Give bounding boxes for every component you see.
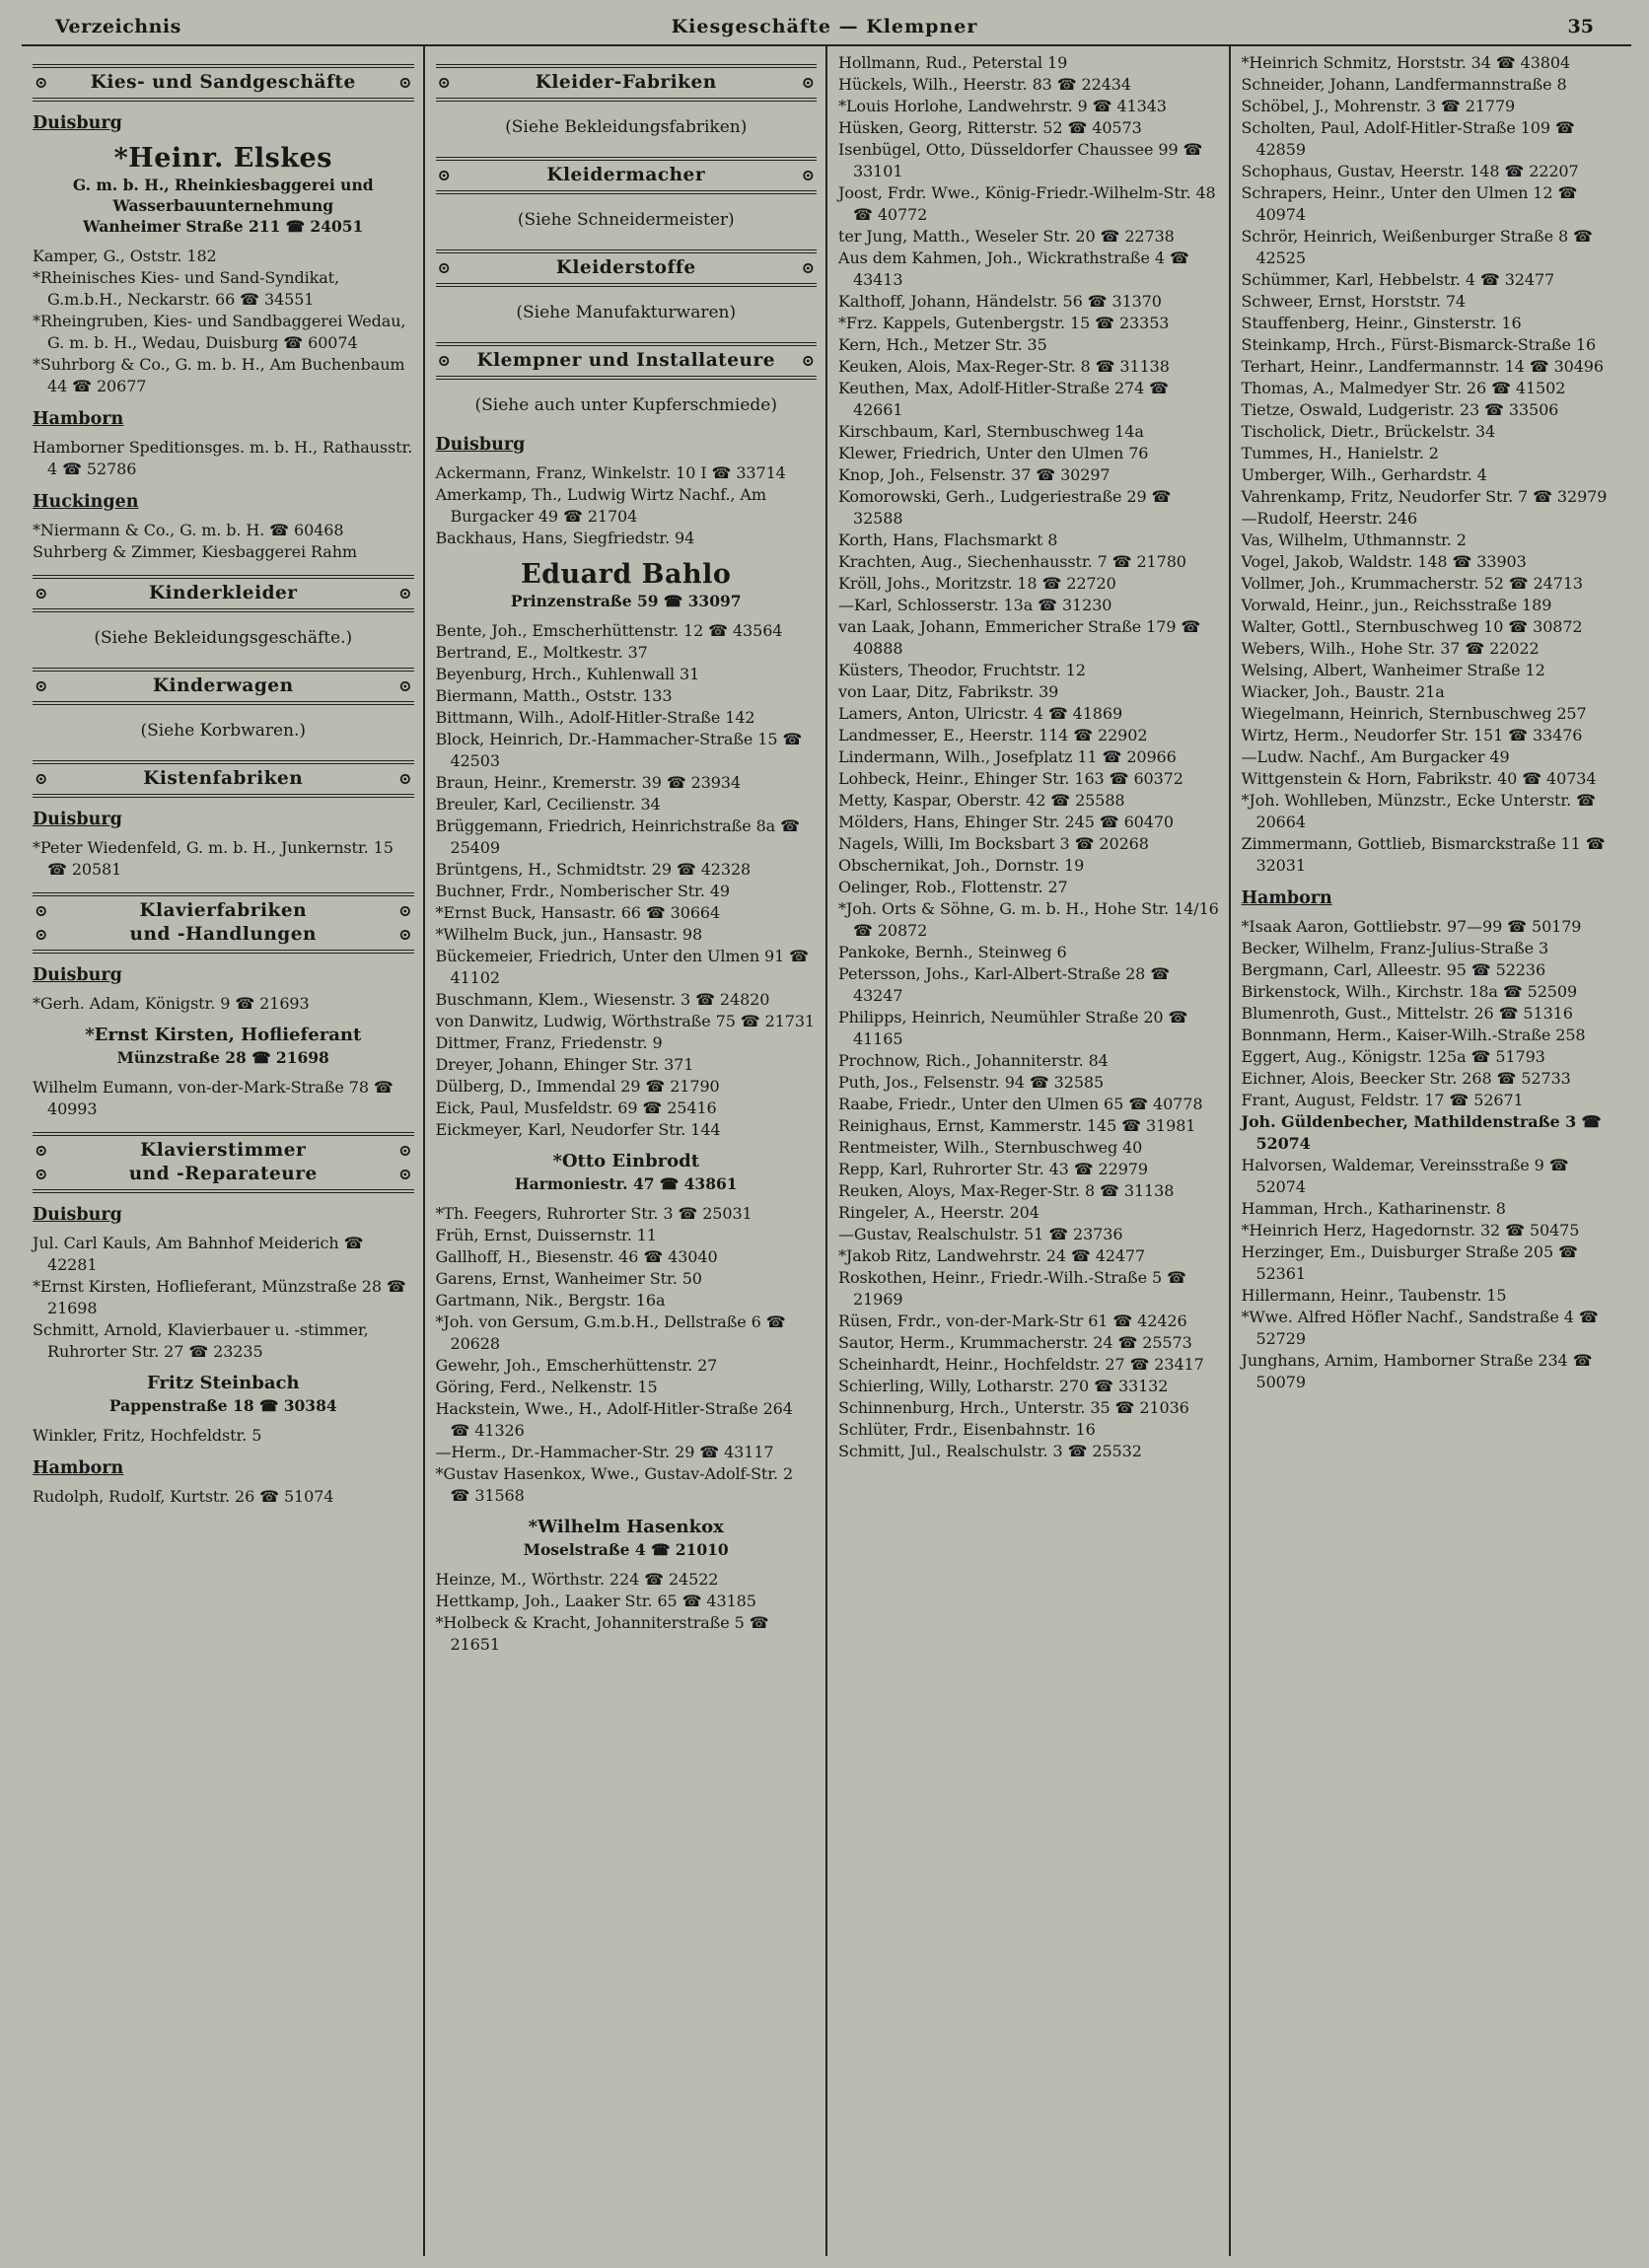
city-heading: Duisburg	[33, 810, 122, 829]
business-detail: Münzstraße 28 ☎ 21698	[116, 1048, 329, 1067]
directory-entry: Küsters, Theodor, Fruchtstr. 12	[838, 661, 1086, 679]
directory-entry: Eick, Paul, Musfeldstr. 69 ☎ 25416	[435, 1099, 717, 1117]
directory-entry: Lindermann, Wilh., Josefplatz 11 ☎ 20966	[838, 747, 1177, 766]
section-title: Kleider-Fabriken	[535, 72, 717, 93]
section-marker-icon: ⊙	[398, 584, 412, 602]
directory-entry: Reinighaus, Ernst, Kammerstr. 145 ☎ 31981	[838, 1116, 1196, 1135]
page-number: 35	[1567, 16, 1594, 37]
directory-entry: Kern, Hch., Metzer Str. 35	[838, 335, 1047, 354]
section-marker-icon: ⊙	[398, 1141, 412, 1160]
section-marker-icon: ⊙	[398, 901, 412, 920]
section-header	[436, 249, 818, 287]
directory-entry: Tischolick, Dietr., Brückelstr. 34	[1241, 422, 1496, 441]
directory-entry: Blumenroth, Gust., Mittelstr. 26 ☎ 51316	[1241, 1004, 1573, 1023]
section-marker-icon: ⊙	[801, 73, 815, 92]
directory-entry: Schophaus, Gustav, Heerstr. 148 ☎ 22207	[1241, 162, 1579, 180]
directory-entry: Webers, Wilh., Hohe Str. 37 ☎ 22022	[1241, 639, 1540, 658]
directory-entry: Bergmann, Carl, Alleestr. 95 ☎ 52236	[1241, 960, 1546, 979]
directory-entry: Tummes, H., Hanielstr. 2	[1241, 444, 1439, 462]
directory-entry: Scheinhardt, Heinr., Hochfeldstr. 27 ☎ 23417	[838, 1355, 1204, 1374]
directory-entry: —Ludw. Nachf., Am Burgacker 49	[1241, 747, 1510, 766]
section-marker-icon: ⊙	[35, 1141, 48, 1160]
see-also-reference: (Siehe Schneidermeister)	[517, 210, 735, 230]
directory-entry: *Isaak Aaron, Gottliebstr. 97—99 ☎ 50179	[1241, 917, 1582, 936]
directory-entry: Schinnenburg, Hrch., Unterstr. 35 ☎ 21036	[838, 1398, 1189, 1417]
directory-entry: Vahrenkamp, Fritz, Neudorfer Str. 7 ☎ 32979	[1241, 487, 1608, 506]
section-header	[436, 64, 818, 102]
directory-entry: Schneider, Johann, Landfermannstraße 8	[1241, 75, 1567, 94]
directory-entry: Sautor, Herm., Krummacherstr. 24 ☎ 25573	[838, 1333, 1192, 1352]
directory-entry: Rüsen, Frdr., von-der-Mark-Str 61 ☎ 42426	[838, 1311, 1187, 1330]
directory-entry: Göring, Ferd., Nelkenstr. 15	[435, 1378, 658, 1396]
directory-entry: Breuler, Karl, Cecilienstr. 34	[435, 795, 661, 814]
directory-entry: Scholten, Paul, Adolf-Hitler-Straße 109 ☎ 42859	[1241, 118, 1575, 159]
section-title: Klempner und Installateure	[476, 350, 775, 371]
directory-entry: Kalthoff, Johann, Händelstr. 56 ☎ 31370	[838, 292, 1162, 311]
directory-entry: Hamman, Hrch., Katharinenstr. 8	[1241, 1199, 1506, 1218]
section-header	[33, 64, 414, 102]
directory-entry: Obschernikat, Joh., Dornstr. 19	[838, 856, 1085, 875]
directory-entry: Joost, Frdr. Wwe., König-Friedr.-Wilhelm-Str. 48 ☎ 40772	[838, 183, 1216, 224]
directory-entry: Buchner, Frdr., Nomberischer Str. 49	[435, 882, 730, 900]
directory-entry: Dreyer, Johann, Ehinger Str. 371	[435, 1055, 694, 1074]
section-header-row	[438, 349, 816, 373]
directory-entry: *Ernst Kirsten, Hoflieferant, Münzstraße 28 ☎ 21698	[33, 1277, 406, 1317]
directory-entry: Walter, Gottl., Sternbuschweg 10 ☎ 30872	[1241, 617, 1583, 636]
directory-entry: Thomas, A., Malmedyer Str. 26 ☎ 41502	[1241, 379, 1566, 397]
directory-entry: Hückels, Wilh., Heerstr. 83 ☎ 22434	[838, 75, 1131, 94]
directory-entry: Hüsken, Georg, Ritterstr. 52 ☎ 40573	[838, 118, 1142, 137]
directory-entry: Schümmer, Karl, Hebbelstr. 4 ☎ 32477	[1241, 270, 1555, 289]
directory-entry: *Niermann & Co., G. m. b. H. ☎ 60468	[33, 521, 344, 539]
directory-entry: Block, Heinrich, Dr.-Hammacher-Straße 15 ☎ 42503	[435, 730, 803, 770]
directory-entry: Beyenburg, Hrch., Kuhlenwall 31	[435, 665, 700, 683]
directory-entry: *Heinrich Herz, Hagedornstr. 32 ☎ 50475	[1241, 1221, 1580, 1240]
directory-entry: Gallhoff, H., Biesenstr. 46 ☎ 43040	[435, 1247, 718, 1266]
directory-entry: Keuthen, Max, Adolf-Hitler-Straße 274 ☎ 42661	[838, 379, 1170, 419]
business-name: *Heinr. Elskes	[113, 143, 332, 174]
directory-entry: Wittgenstein & Horn, Fabrikstr. 40 ☎ 40734	[1241, 769, 1597, 788]
directory-entry: Schlüter, Frdr., Eisenbahnstr. 16	[838, 1420, 1096, 1439]
directory-entry: *Joh. von Gersum, G.m.b.H., Dellstraße 6 ☎ 20628	[435, 1312, 786, 1353]
directory-entry: Rudolph, Rudolf, Kurtstr. 26 ☎ 51074	[33, 1487, 334, 1506]
directory-entry: Metty, Kaspar, Oberstr. 42 ☎ 25588	[838, 791, 1125, 810]
business-name: Eduard Bahlo	[521, 559, 732, 590]
section-title: Klavierstimmer	[140, 1140, 307, 1161]
section-header	[436, 157, 818, 194]
header-section-label: Verzeichnis	[55, 16, 181, 37]
business-detail: Pappenstraße 18 ☎ 30384	[108, 1396, 337, 1415]
directory-entry: Hettkamp, Joh., Laaker Str. 65 ☎ 43185	[435, 1592, 756, 1610]
section-title: Kinderwagen	[152, 675, 294, 696]
directory-entry: Dülberg, D., Immendal 29 ☎ 21790	[435, 1077, 720, 1096]
directory-entry: Aus dem Kahmen, Joh., Wickrathstraße 4 ☎ 43413	[838, 248, 1189, 289]
directory-entry: Joh. Güldenbecher, Mathildenstraße 3 ☎ 52074	[1241, 1112, 1602, 1153]
directory-entry: Petersson, Johs., Karl-Albert-Straße 28 ☎ 43247	[838, 964, 1171, 1005]
feature-entry	[436, 1150, 818, 1194]
section-header-row	[35, 767, 412, 791]
city-heading: Duisburg	[33, 1205, 122, 1225]
directory-entry: *Frz. Kappels, Gutenbergstr. 15 ☎ 23353	[838, 314, 1170, 332]
directory-entry: *Jakob Ritz, Landwehrstr. 24 ☎ 42477	[838, 1246, 1146, 1265]
section-title: Kinderkleider	[148, 583, 298, 603]
see-also-reference: (Siehe Korbwaren.)	[140, 721, 307, 741]
section-marker-icon: ⊙	[35, 1165, 48, 1183]
section-header-row	[438, 164, 816, 187]
directory-entry: Nagels, Willi, Im Bocksbart 3 ☎ 20268	[838, 834, 1149, 853]
directory-entry: *Holbeck & Kracht, Johanniterstraße 5 ☎ 21651	[435, 1613, 769, 1654]
section-header-row	[35, 899, 412, 923]
section-header-row	[35, 582, 412, 605]
section-marker-icon: ⊙	[398, 1165, 412, 1183]
directory-entry: Komorowski, Gerh., Ludgeriestraße 29 ☎ 32588	[838, 487, 1172, 528]
directory-entry: Eggert, Aug., Königstr. 125a ☎ 51793	[1241, 1047, 1545, 1066]
directory-entry: Gartmann, Nik., Bergstr. 16a	[435, 1291, 666, 1310]
directory-entry: Jul. Carl Kauls, Am Bahnhof Meiderich ☎ 42281	[33, 1234, 364, 1274]
directory-entry: Braun, Heinr., Kremerstr. 39 ☎ 23934	[435, 773, 742, 792]
directory-entry: Hamborner Speditionsges. m. b. H., Rathausstr. 4 ☎ 52786	[33, 438, 413, 478]
business-name: *Wilhelm Hasenkox	[528, 1517, 724, 1537]
directory-entry: Knop, Joh., Felsenstr. 37 ☎ 30297	[838, 465, 1111, 484]
directory-entry: Zimmermann, Gottlieb, Bismarckstraße 11 ☎ 32031	[1241, 834, 1606, 875]
directory-entry: Birkenstock, Wilh., Kirchstr. 18a ☎ 52509	[1241, 982, 1578, 1001]
section-header	[33, 668, 414, 705]
directory-entry: Isenbügel, Otto, Düsseldorfer Chaussee 99 ☎ 33101	[838, 140, 1203, 180]
columns-container	[22, 46, 1631, 2256]
section-title: Kleidermacher	[546, 165, 706, 185]
directory-entry: Wirtz, Herm., Neudorfer Str. 151 ☎ 33476	[1241, 726, 1583, 744]
directory-entry: —Karl, Schlosserstr. 13a ☎ 31230	[838, 596, 1112, 614]
directory-entry: *Louis Horlohe, Landwehrstr. 9 ☎ 41343	[838, 97, 1167, 115]
city-heading: Hamborn	[33, 409, 124, 429]
section-header-row	[35, 674, 412, 698]
section-header-row	[35, 1163, 412, 1186]
section-marker-icon: ⊙	[398, 925, 412, 944]
directory-entry: *Joh. Orts & Söhne, G. m. b. H., Hohe Str. 14/16 ☎ 20872	[838, 899, 1219, 940]
directory-entry: Steinkamp, Hrch., Fürst-Bismarck-Straße 16	[1241, 335, 1597, 354]
page-header	[22, 10, 1631, 46]
directory-entry: von Danwitz, Ludwig, Wörthstraße 75 ☎ 21731	[435, 1012, 815, 1030]
directory-entry: Oelinger, Rob., Flottenstr. 27	[838, 878, 1068, 896]
city-heading: Huckingen	[33, 492, 139, 512]
directory-entry: *Rheingruben, Kies- und Sandbaggerei Wedau, G. m. b. H., Wedau, Duisburg ☎ 60074	[33, 312, 406, 352]
business-detail: Wasserbauunternehmung	[112, 196, 334, 215]
directory-entry: *Rheinisches Kies- und Sand-Syndikat, G.m.b.H., Neckarstr. 66 ☎ 34551	[33, 268, 339, 309]
section-header-row	[35, 1139, 412, 1163]
directory-entry: *Suhrborg & Co., G. m. b. H., Am Buchenbaum 44 ☎ 20677	[33, 355, 405, 395]
directory-entry: Brüntgens, H., Schmidtstr. 29 ☎ 42328	[435, 860, 752, 879]
directory-entry: ter Jung, Matth., Weseler Str. 20 ☎ 22738	[838, 227, 1175, 246]
section-marker-icon: ⊙	[801, 351, 815, 370]
directory-entry: Kirschbaum, Karl, Sternbuschweg 14a	[838, 422, 1144, 441]
city-heading: Hamborn	[1241, 888, 1332, 908]
directory-entry: Tietze, Oswald, Ludgeristr. 23 ☎ 33506	[1241, 400, 1559, 419]
business-name: *Ernst Kirsten, Hoflieferant	[85, 1025, 362, 1045]
directory-entry: Philipps, Heinrich, Neumühler Straße 20 ☎ 41165	[838, 1008, 1188, 1048]
directory-entry: Schrör, Heinrich, Weißenburger Straße 8 ☎ 42525	[1241, 227, 1593, 267]
directory-entry: Hackstein, Wwe., H., Adolf-Hitler-Straße 264 ☎ 41326	[435, 1399, 793, 1440]
directory-entry: van Laak, Johann, Emmericher Straße 179 ☎ 40888	[838, 617, 1201, 658]
directory-entry: Bückemeier, Friedrich, Unter den Ulmen 91 ☎ 41102	[435, 947, 809, 987]
directory-entry: Reuken, Aloys, Max-Reger-Str. 8 ☎ 31138	[838, 1181, 1175, 1200]
directory-entry: Ackermann, Franz, Winkelstr. 10 I ☎ 33714	[435, 463, 786, 482]
directory-entry: Bertrand, E., Moltkestr. 37	[435, 643, 648, 662]
directory-entry: Mölders, Hans, Ehinger Str. 245 ☎ 60470	[838, 813, 1174, 831]
section-marker-icon: ⊙	[398, 73, 412, 92]
section-marker-icon: ⊙	[801, 166, 815, 184]
directory-entry: Stauffenberg, Heinr., Ginsterstr. 16	[1241, 314, 1522, 332]
section-title: und -Handlungen	[129, 924, 317, 945]
section-marker-icon: ⊙	[35, 73, 48, 92]
section-marker-icon: ⊙	[35, 769, 48, 788]
section-marker-icon: ⊙	[398, 676, 412, 695]
directory-entry: von Laar, Ditz, Fabrikstr. 39	[838, 682, 1059, 701]
section-header-row	[438, 256, 816, 280]
see-also-reference: (Siehe auch unter Kupferschmiede)	[474, 395, 777, 415]
directory-entry: —Herm., Dr.-Hammacher-Str. 29 ☎ 43117	[435, 1443, 774, 1461]
feature-entry	[33, 1024, 414, 1068]
column-4	[1229, 46, 1632, 2256]
see-also-reference: (Siehe Manufakturwaren)	[516, 303, 737, 322]
section-header-row	[35, 71, 412, 95]
directory-entry: Vas, Wilhelm, Uthmannstr. 2	[1241, 531, 1467, 549]
section-header	[436, 342, 818, 380]
section-header	[33, 892, 414, 954]
directory-entry: Amerkamp, Th., Ludwig Wirtz Nachf., Am Burgacker 49 ☎ 21704	[435, 485, 766, 526]
feature-entry	[33, 1372, 414, 1416]
directory-entry: Raabe, Friedr., Unter den Ulmen 65 ☎ 40778	[838, 1095, 1203, 1113]
feature-entry	[33, 142, 414, 237]
business-detail: G. m. b. H., Rheinkiesbaggerei und	[72, 176, 374, 194]
directory-entry: Bonnmann, Herm., Kaiser-Wilh.-Straße 258	[1241, 1026, 1586, 1044]
directory-entry: *Gerh. Adam, Königstr. 9 ☎ 21693	[33, 994, 310, 1013]
directory-entry: *Th. Feegers, Ruhrorter Str. 3 ☎ 25031	[435, 1204, 753, 1223]
section-title: Kies- und Sandgeschäfte	[90, 72, 356, 93]
directory-entry: Winkler, Fritz, Hochfeldstr. 5	[33, 1426, 262, 1445]
directory-entry: Pankoke, Bernh., Steinweg 6	[838, 943, 1067, 961]
column-2	[423, 46, 826, 2256]
directory-entry: Dittmer, Franz, Friedenstr. 9	[435, 1033, 663, 1052]
section-marker-icon: ⊙	[35, 584, 48, 602]
business-detail: Wanheimer Straße 211 ☎ 24051	[83, 217, 364, 236]
directory-entry: Brüggemann, Friedrich, Heinrichstraße 8a ☎ 25409	[435, 816, 800, 857]
directory-entry: Schrapers, Heinr., Unter den Ulmen 12 ☎ 40974	[1241, 183, 1578, 224]
feature-entry	[436, 558, 818, 611]
directory-entry: Schmitt, Jul., Realschulstr. 3 ☎ 25532	[838, 1442, 1142, 1460]
directory-entry: Heinze, M., Wörthstr. 224 ☎ 24522	[435, 1570, 719, 1589]
directory-entry: Garens, Ernst, Wanheimer Str. 50	[435, 1269, 702, 1288]
directory-entry: *Peter Wiedenfeld, G. m. b. H., Junkernstr. 15 ☎ 20581	[33, 838, 394, 879]
directory-entry: Schierling, Willy, Lotharstr. 270 ☎ 33132	[838, 1377, 1169, 1395]
directory-entry: Backhaus, Hans, Siegfriedstr. 94	[435, 529, 695, 547]
directory-entry: Terhart, Heinr., Landfermannstr. 14 ☎ 30496	[1241, 357, 1604, 376]
section-marker-icon: ⊙	[35, 901, 48, 920]
directory-entry: Bittmann, Wilh., Adolf-Hitler-Straße 142	[435, 708, 755, 727]
directory-entry: Schmitt, Arnold, Klavierbauer u. -stimmer, Ruhrorter Str. 27 ☎ 23235	[33, 1320, 369, 1361]
directory-entry: Landmesser, E., Heerstr. 114 ☎ 22902	[838, 726, 1148, 744]
business-detail: Prinzenstraße 59 ☎ 33097	[510, 592, 742, 610]
city-heading: Duisburg	[435, 435, 526, 455]
business-detail: Moselstraße 4 ☎ 21010	[523, 1540, 729, 1559]
directory-entry: Keuken, Alois, Max-Reger-Str. 8 ☎ 31138	[838, 357, 1170, 376]
directory-entry: Prochnow, Rich., Johanniterstr. 84	[838, 1051, 1109, 1070]
section-marker-icon: ⊙	[437, 166, 451, 184]
directory-entry: Früh, Ernst, Duissernstr. 11	[435, 1226, 657, 1244]
section-header-row	[438, 71, 816, 95]
directory-entry: Biermann, Matth., Oststr. 133	[435, 686, 673, 705]
directory-entry: *Heinrich Schmitz, Horststr. 34 ☎ 43804	[1241, 53, 1571, 72]
section-marker-icon: ⊙	[35, 676, 48, 695]
directory-entry: Vorwald, Heinr., jun., Reichsstraße 189	[1241, 596, 1552, 614]
column-1	[22, 46, 423, 2256]
city-heading: Hamborn	[33, 1458, 124, 1478]
directory-entry: Wiacker, Joh., Baustr. 21a	[1241, 682, 1445, 701]
section-marker-icon: ⊙	[437, 351, 451, 370]
directory-entry: Hillermann, Heinr., Taubenstr. 15	[1241, 1286, 1507, 1305]
directory-entry: Wilhelm Eumann, von-der-Mark-Straße 78 ☎ 40993	[33, 1078, 394, 1118]
business-name: Fritz Steinbach	[146, 1373, 300, 1393]
directory-entry: Umberger, Wilh., Gerhardstr. 4	[1241, 465, 1487, 484]
directory-entry: Junghans, Arnim, Hamborner Straße 234 ☎ 50079	[1241, 1351, 1593, 1391]
see-also-reference: (Siehe Bekleidungsfabriken)	[505, 117, 748, 137]
directory-entry: Repp, Karl, Ruhrorter Str. 43 ☎ 22979	[838, 1160, 1148, 1178]
section-header-row	[35, 923, 412, 947]
section-marker-icon: ⊙	[801, 258, 815, 277]
directory-entry: —Rudolf, Heerstr. 246	[1241, 509, 1418, 528]
section-marker-icon: ⊙	[437, 258, 451, 277]
directory-entry: Ringeler, A., Heerstr. 204	[838, 1203, 1040, 1222]
section-marker-icon: ⊙	[35, 925, 48, 944]
directory-entry: Schweer, Ernst, Horststr. 74	[1241, 292, 1467, 311]
section-title: Kistenfabriken	[143, 768, 304, 789]
business-detail: Harmoniestr. 47 ☎ 43861	[514, 1174, 738, 1193]
section-header	[33, 575, 414, 612]
directory-entry: Vollmer, Joh., Krummacherstr. 52 ☎ 24713	[1241, 574, 1584, 593]
directory-entry: Frant, August, Feldstr. 17 ☎ 52671	[1241, 1091, 1524, 1109]
directory-entry: Eickmeyer, Karl, Neudorfer Str. 144	[435, 1120, 721, 1139]
city-heading: Duisburg	[33, 113, 122, 133]
business-name: *Otto Einbrodt	[552, 1151, 700, 1171]
directory-entry: *Ernst Buck, Hansastr. 66 ☎ 30664	[435, 903, 721, 922]
section-header	[33, 1132, 414, 1193]
section-title: Kleiderstoffe	[555, 257, 696, 278]
section-marker-icon: ⊙	[398, 769, 412, 788]
directory-entry: *Gustav Hasenkox, Wwe., Gustav-Adolf-Str. 2 ☎ 31568	[435, 1464, 794, 1505]
directory-entry: Krachten, Aug., Siechenhausstr. 7 ☎ 21780	[838, 552, 1186, 571]
directory-entry: Lohbeck, Heinr., Ehinger Str. 163 ☎ 60372	[838, 769, 1183, 788]
directory-entry: Lamers, Anton, Ulricstr. 4 ☎ 41869	[838, 704, 1123, 723]
column-3	[825, 46, 1229, 2256]
directory-entry: Herzinger, Em., Duisburger Straße 205 ☎ 52361	[1241, 1242, 1578, 1283]
directory-entry: Rentmeister, Wilh., Sternbuschweg 40	[838, 1138, 1143, 1157]
directory-entry: Welsing, Albert, Wanheimer Straße 12	[1241, 661, 1545, 679]
directory-entry: *Joh. Wohlleben, Münzstr., Ecke Unterstr. ☎ 20664	[1241, 791, 1596, 831]
directory-entry: Halvorsen, Waldemar, Vereinsstraße 9 ☎ 52074	[1241, 1156, 1569, 1196]
directory-entry: Wiegelmann, Heinrich, Sternbuschweg 257	[1241, 704, 1587, 723]
see-also-reference: (Siehe Bekleidungsgeschäfte.)	[94, 628, 353, 648]
directory-entry: Kamper, G., Oststr. 182	[33, 247, 217, 265]
directory-entry: Buschmann, Klem., Wiesenstr. 3 ☎ 24820	[435, 990, 770, 1009]
directory-entry: Roskothen, Heinr., Friedr.-Wilh.-Straße 5 ☎ 21969	[838, 1268, 1186, 1309]
directory-entry: Becker, Wilhelm, Franz-Julius-Straße 3	[1241, 939, 1549, 957]
directory-entry: Gewehr, Joh., Emscherhüttenstr. 27	[435, 1356, 718, 1375]
directory-entry: *Wwe. Alfred Höfler Nachf., Sandstraße 4 ☎ 52729	[1241, 1308, 1599, 1348]
feature-entry	[436, 1516, 818, 1560]
section-title: und -Reparateure	[128, 1164, 318, 1184]
directory-entry: *Wilhelm Buck, jun., Hansastr. 98	[435, 925, 703, 944]
directory-entry: Schöbel, J., Mohrenstr. 3 ☎ 21779	[1241, 97, 1516, 115]
directory-entry: Puth, Jos., Felsenstr. 94 ☎ 32585	[838, 1073, 1105, 1092]
directory-entry: Suhrberg & Zimmer, Kiesbaggerei Rahm	[33, 542, 357, 561]
city-heading: Duisburg	[33, 965, 122, 985]
directory-entry: —Gustav, Realschulstr. 51 ☎ 23736	[838, 1225, 1123, 1243]
page-title: Kiesgeschäfte — Klempner	[671, 16, 978, 37]
section-marker-icon: ⊙	[437, 73, 451, 92]
directory-entry: Bente, Joh., Emscherhüttenstr. 12 ☎ 43564	[435, 621, 783, 640]
directory-entry: Klewer, Friedrich, Unter den Ulmen 76	[838, 444, 1149, 462]
section-header	[33, 760, 414, 798]
directory-entry: Hollmann, Rud., Peterstal 19	[838, 53, 1068, 72]
directory-entry: Vogel, Jakob, Waldstr. 148 ☎ 33903	[1241, 552, 1527, 571]
directory-entry: Korth, Hans, Flachsmarkt 8	[838, 531, 1058, 549]
directory-entry: Kröll, Johs., Moritzstr. 18 ☎ 22720	[838, 574, 1116, 593]
directory-entry: Eichner, Alois, Beecker Str. 268 ☎ 52733	[1241, 1069, 1571, 1088]
section-title: Klavierfabriken	[139, 900, 308, 921]
